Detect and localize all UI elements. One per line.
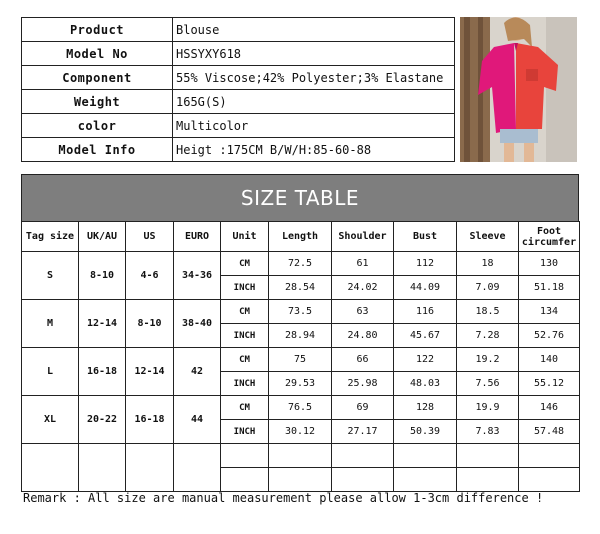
info-label: Model No	[22, 42, 173, 66]
size-table-section	[21, 174, 579, 492]
info-value: Multicolor	[173, 114, 455, 138]
length-cell: 30.12	[269, 420, 332, 444]
table-row	[22, 348, 580, 372]
col-header: Unit	[221, 222, 269, 252]
size-table-header-row	[22, 222, 580, 252]
euro-cell: 44	[174, 396, 221, 444]
empty-cell	[174, 444, 221, 492]
empty-cell	[394, 444, 457, 468]
empty-cell	[22, 444, 79, 492]
length-cell: 29.53	[269, 372, 332, 396]
foot-cell: 51.18	[519, 276, 580, 300]
info-row-model-info	[22, 138, 455, 162]
blouse-model-image	[460, 17, 577, 162]
shoulder-cell: 63	[332, 300, 394, 324]
foot-cell: 140	[519, 348, 580, 372]
table-row	[22, 252, 580, 276]
length-cell: 73.5	[269, 300, 332, 324]
sleeve-cell: 19.2	[457, 348, 519, 372]
info-value: 55% Viscose;42% Polyester;3% Elastane	[173, 66, 455, 90]
length-cell: 75	[269, 348, 332, 372]
length-cell: 28.94	[269, 324, 332, 348]
product-photo	[460, 17, 577, 162]
sleeve-cell: 18.5	[457, 300, 519, 324]
info-row-weight	[22, 90, 455, 114]
info-row-product	[22, 18, 455, 42]
unit-cell: INCH	[221, 276, 269, 300]
size-table	[21, 221, 580, 492]
empty-cell	[269, 468, 332, 492]
shoulder-cell: 25.98	[332, 372, 394, 396]
empty-cell	[269, 444, 332, 468]
shoulder-cell: 24.80	[332, 324, 394, 348]
unit-cell: CM	[221, 300, 269, 324]
euro-cell: 38-40	[174, 300, 221, 348]
shoulder-cell: 24.02	[332, 276, 394, 300]
col-header: Sleeve	[457, 222, 519, 252]
remark-note: Remark : All size are manual measurement please allow 1-3cm difference !	[23, 491, 544, 505]
bust-cell: 45.67	[394, 324, 457, 348]
empty-cell	[221, 468, 269, 492]
size-tag-cell: S	[22, 252, 79, 300]
unit-cell: CM	[221, 252, 269, 276]
bust-cell: 128	[394, 396, 457, 420]
col-header: EURO	[174, 222, 221, 252]
foot-cell: 55.12	[519, 372, 580, 396]
empty-cell	[332, 468, 394, 492]
shoulder-cell: 66	[332, 348, 394, 372]
info-row-color	[22, 114, 455, 138]
info-value: Heigt :175CM B/W/H:85-60-88	[173, 138, 455, 162]
col-header: Bust	[394, 222, 457, 252]
col-header: Length	[269, 222, 332, 252]
unit-cell: INCH	[221, 324, 269, 348]
bust-cell: 50.39	[394, 420, 457, 444]
empty-cell	[457, 444, 519, 468]
info-label: color	[22, 114, 173, 138]
col-header: Foot circumfer	[519, 222, 580, 252]
bust-cell: 44.09	[394, 276, 457, 300]
unit-cell: CM	[221, 396, 269, 420]
info-value: 165G(S)	[173, 90, 455, 114]
empty-cell	[221, 444, 269, 468]
bust-cell: 116	[394, 300, 457, 324]
uk-au-cell: 20-22	[79, 396, 126, 444]
info-label: Weight	[22, 90, 173, 114]
uk-au-cell: 8-10	[79, 252, 126, 300]
us-cell: 8-10	[126, 300, 174, 348]
shoulder-cell: 69	[332, 396, 394, 420]
foot-cell: 130	[519, 252, 580, 276]
unit-cell: INCH	[221, 372, 269, 396]
foot-cell: 146	[519, 396, 580, 420]
info-label: Component	[22, 66, 173, 90]
bust-cell: 122	[394, 348, 457, 372]
size-tag-cell: XL	[22, 396, 79, 444]
info-value: Blouse	[173, 18, 455, 42]
product-info-table	[21, 17, 455, 162]
us-cell: 4-6	[126, 252, 174, 300]
empty-cell	[519, 468, 580, 492]
table-row	[22, 396, 580, 420]
shoulder-cell: 27.17	[332, 420, 394, 444]
empty-row	[22, 444, 580, 468]
euro-cell: 42	[174, 348, 221, 396]
shoulder-cell: 61	[332, 252, 394, 276]
empty-cell	[332, 444, 394, 468]
us-cell: 16-18	[126, 396, 174, 444]
size-tag-cell: M	[22, 300, 79, 348]
size-table-title: SIZE TABLE	[21, 174, 579, 221]
foot-cell: 52.76	[519, 324, 580, 348]
size-tag-cell: L	[22, 348, 79, 396]
uk-au-cell: 12-14	[79, 300, 126, 348]
bust-cell: 48.03	[394, 372, 457, 396]
foot-cell: 134	[519, 300, 580, 324]
unit-cell: INCH	[221, 420, 269, 444]
col-header: Shoulder	[332, 222, 394, 252]
euro-cell: 34-36	[174, 252, 221, 300]
length-cell: 76.5	[269, 396, 332, 420]
empty-cell	[79, 444, 126, 492]
sleeve-cell: 19.9	[457, 396, 519, 420]
empty-cell	[457, 468, 519, 492]
length-cell: 72.5	[269, 252, 332, 276]
col-header: US	[126, 222, 174, 252]
us-cell: 12-14	[126, 348, 174, 396]
sleeve-cell: 7.09	[457, 276, 519, 300]
info-label: Product	[22, 18, 173, 42]
col-header: UK/AU	[79, 222, 126, 252]
foot-cell: 57.48	[519, 420, 580, 444]
info-label: Model Info	[22, 138, 173, 162]
uk-au-cell: 16-18	[79, 348, 126, 396]
empty-cell	[394, 468, 457, 492]
length-cell: 28.54	[269, 276, 332, 300]
col-header: Tag size	[22, 222, 79, 252]
sleeve-cell: 7.28	[457, 324, 519, 348]
unit-cell: CM	[221, 348, 269, 372]
info-row-model-no	[22, 42, 455, 66]
empty-cell	[126, 444, 174, 492]
table-row	[22, 300, 580, 324]
sleeve-cell: 7.83	[457, 420, 519, 444]
info-row-component	[22, 66, 455, 90]
empty-cell	[519, 444, 580, 468]
info-value: HSSYXY618	[173, 42, 455, 66]
bust-cell: 112	[394, 252, 457, 276]
sleeve-cell: 7.56	[457, 372, 519, 396]
sleeve-cell: 18	[457, 252, 519, 276]
